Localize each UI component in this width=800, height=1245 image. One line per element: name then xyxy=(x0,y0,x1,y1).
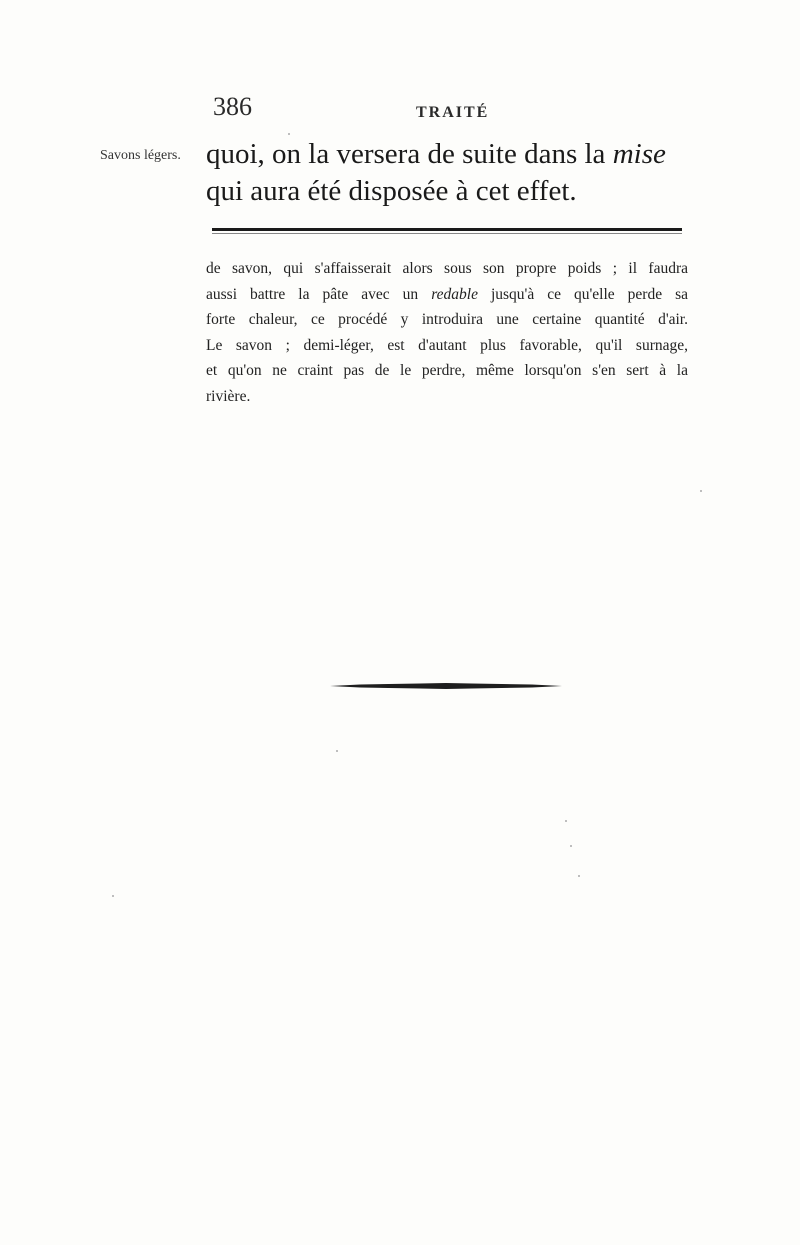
small-text-line-2-italic: redable xyxy=(431,285,478,303)
paper-speck xyxy=(578,875,580,877)
large-text-line-1-text: quoi, on la versera de suite dans la xyxy=(206,138,613,170)
small-text-line-4: Le savon ; demi-léger, est d'autant plus favorable, qu'il surnage, xyxy=(206,336,688,354)
section-rule-thick xyxy=(212,228,682,231)
large-text-line-1 xyxy=(206,136,706,173)
small-text-line-3: forte chaleur, ce procédé y introduira une certaine quantité d'air. xyxy=(206,311,688,328)
small-text-line-6: rivière. xyxy=(206,387,251,405)
large-text-line-1-italic: mise xyxy=(612,138,666,170)
small-text-line-2-after: jusqu'à ce qu'elle perde sa xyxy=(477,285,688,303)
paper-speck xyxy=(565,820,567,822)
small-text-line-1: de savon, qui s'affaisserait alors sous son propre poids ; il faudra xyxy=(206,260,688,277)
large-text-block xyxy=(206,136,706,210)
large-text-line-2: qui aura été disposée à cet effet. xyxy=(206,175,577,207)
paper-speck xyxy=(288,133,290,135)
page-number: 386 xyxy=(213,92,252,121)
small-text-line-5: et qu'on ne craint pas de le perdre, même lorsqu'on s'en sert à la xyxy=(206,362,688,379)
small-text-line-2 xyxy=(206,282,688,308)
paper-speck xyxy=(570,845,572,847)
margin-note: Savons légers. xyxy=(100,148,181,163)
paper-speck xyxy=(336,750,338,752)
small-text-line-2-before: aussi battre la pâte avec un xyxy=(206,285,432,303)
paper-speck xyxy=(700,490,702,492)
section-rule-thin xyxy=(212,233,682,234)
paper-speck xyxy=(112,895,114,897)
small-text-block xyxy=(206,256,688,409)
ornamental-end-rule xyxy=(330,683,562,689)
running-head: TRAITÉ xyxy=(416,104,490,121)
